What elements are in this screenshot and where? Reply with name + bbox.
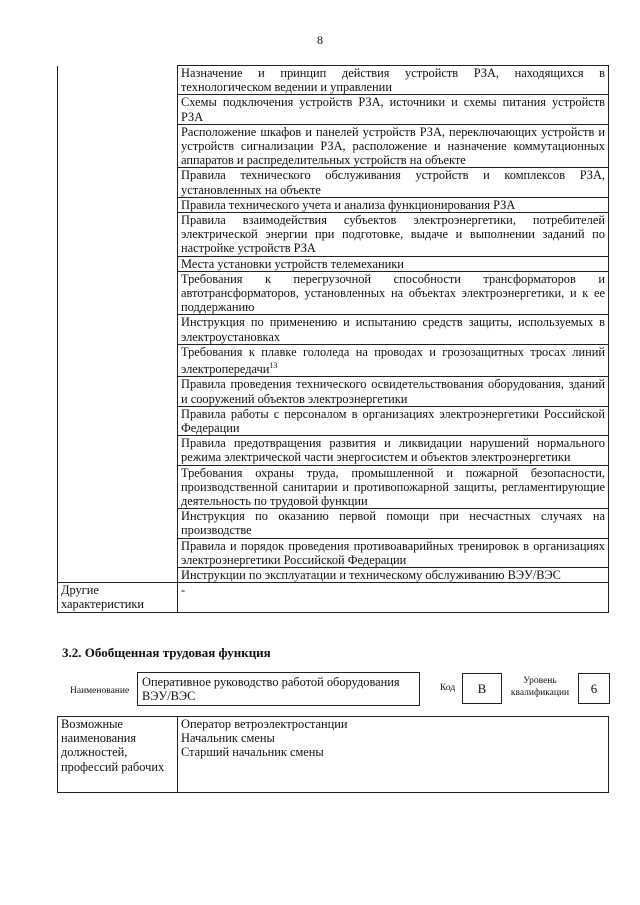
table-row-7: Требования к перегрузочной способности трансформаторов и автотрансформаторов, установленных на объектах электроэнергетики, и к ее поддержанию	[178, 271, 609, 315]
code-box: В	[462, 673, 502, 704]
table-row-11: Правила работы с персоналом в организациях электроэнергетики Российской Федерации	[178, 406, 609, 435]
table-row-6: Места установки устройств телемеханики	[178, 256, 609, 271]
page-number: 8	[317, 33, 323, 47]
table-row-1: Схемы подключения устройств РЗА, источники и схемы питания устройств РЗА	[178, 95, 609, 124]
table-row-3: Правила технического обслуживания устройств и комплексов РЗА, установленных на объекте	[178, 168, 609, 197]
table-row-14: Инструкция по оказанию первой помощи при несчастных случаях на производстве	[178, 509, 609, 538]
table-row-16: Инструкции по эксплуатации и техническому обслуживанию ВЭУ/ВЭС	[178, 568, 609, 583]
level-label: Уровень квалификации	[510, 676, 570, 698]
section-title: 3.2. Обобщенная трудовая функция	[62, 645, 271, 660]
table-row-5: Правила взаимодействия субъектов электроэнергетики, потребителей электрической энергии при подготовке, выдаче и выполнении заданий по настройке устройств РЗА	[178, 213, 609, 257]
positions-list	[178, 717, 609, 793]
table-row-9	[178, 344, 609, 377]
table-row-9-text: Требования к плавке гололеда на проводах и грозозащитных тросах линий электропередачи	[181, 344, 605, 377]
knowledge-table	[57, 65, 609, 613]
name-label: Наименование	[70, 686, 130, 696]
table-row-13: Требования охраны труда, промышленной и пожарной безопасности, производственной санитарии и противопожарной защиты, регламентирующие деятельность по трудовой функции	[178, 465, 609, 509]
position-item: Начальник смены	[181, 731, 275, 746]
table-row-15: Правила и порядок проведения противоаварийных тренировок в организациях электроэнергетики Российской Федерации	[178, 538, 609, 567]
level-box: 6	[578, 673, 610, 704]
table-left-cell-empty	[58, 66, 178, 583]
table-row-0: Назначение и принцип действия устройств РЗА, находящихся в технологическом ведении и управлении	[178, 66, 609, 95]
table-row-4: Правила технического учета и анализа функционирования РЗА	[178, 197, 609, 212]
position-item: Старший начальник смены	[181, 745, 324, 760]
other-characteristics-value: -	[178, 583, 609, 612]
footnote-mark: 13	[269, 361, 278, 371]
code-label: Код	[440, 683, 456, 693]
table-row-8: Инструкция по применению и испытанию средств защиты, используемых в электроустановках	[178, 315, 609, 344]
other-characteristics-label: Другие характеристики	[58, 583, 178, 612]
table-row-10: Правила проведения технического освидетельствования оборудования, зданий и сооружений объектов электроэнергетики	[178, 377, 609, 406]
position-item: Оператор ветроэлектростанции	[181, 717, 348, 731]
function-name-box: Оперативное руководство работой оборудования ВЭУ/ВЭС	[137, 672, 420, 706]
positions-label: Возможные наименования должностей, профессий рабочих	[58, 717, 178, 793]
table-row-2: Расположение шкафов и панелей устройств РЗА, переключающих устройств и устройств сигнализации РЗА, расположение и назначение коммутационных аппаратов и распределительных устройств на объекте	[178, 124, 609, 168]
positions-table	[57, 716, 609, 793]
table-row-12: Правила предотвращения развития и ликвидации нарушений нормального режима электрической части энергосистем и объектов электроэнергетики	[178, 436, 609, 465]
